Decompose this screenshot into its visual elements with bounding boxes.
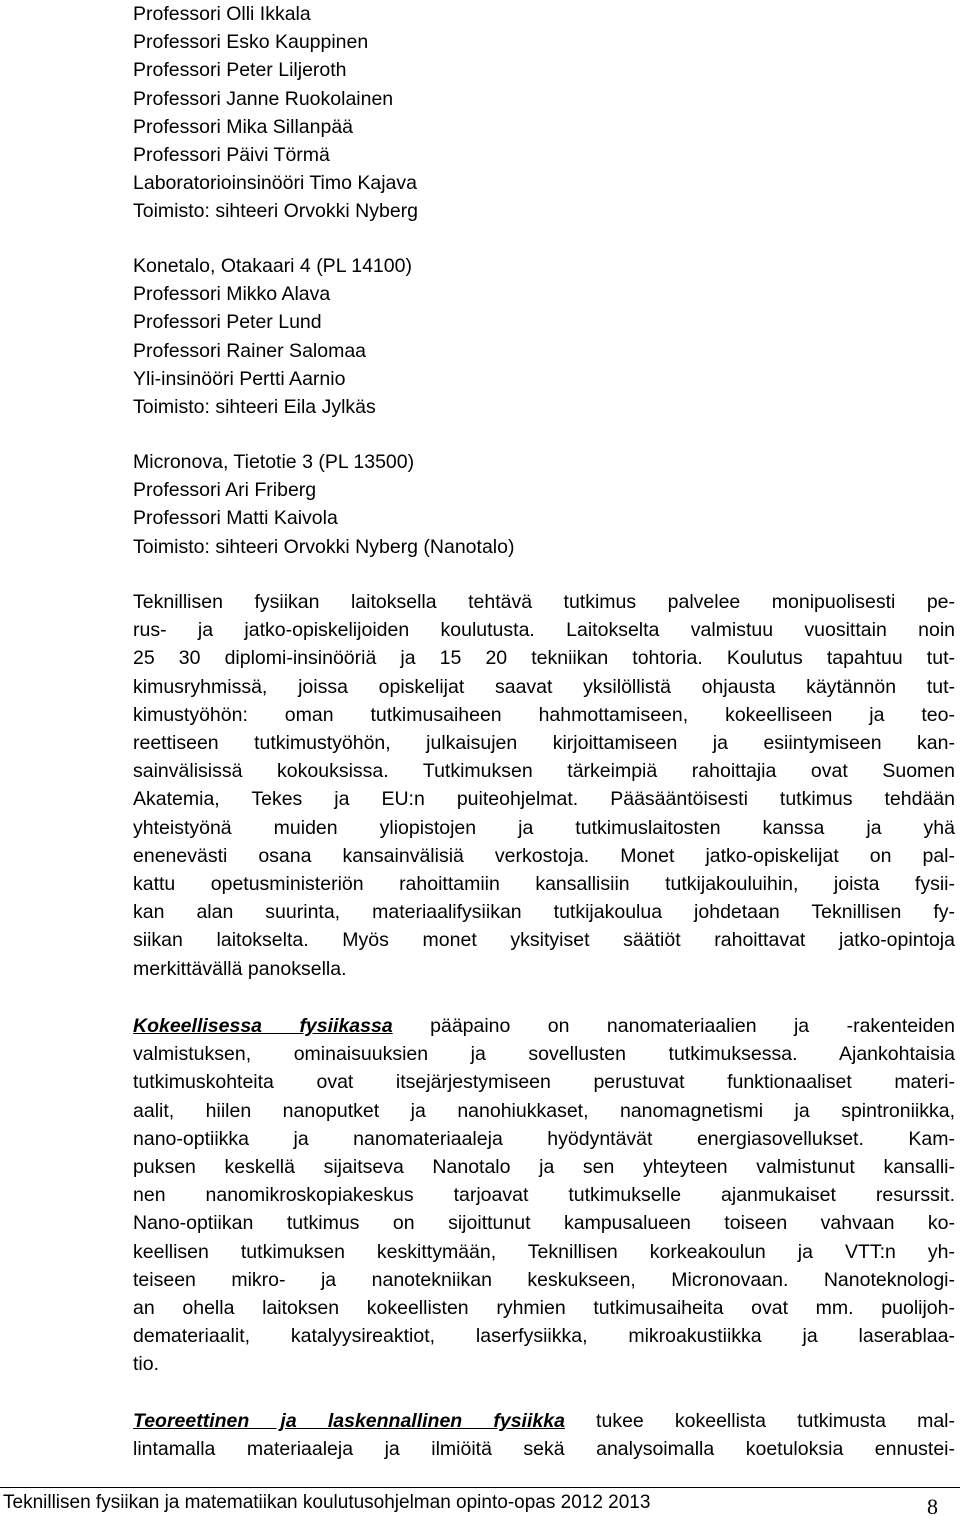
staff-line: Professori Ari Friberg [133,479,317,502]
paragraph-line: lintamalla materiaaleja ja ilmiöitä sekä analysoimalla koetuloksia ennustei- [133,1438,955,1461]
paragraph-first-line [133,1407,955,1435]
paragraph-line: enenevästi osana kansainvälisiä verkostoja. Monet jatko-opiskelijat on pal- [133,844,955,867]
paragraph-line: valmistuksen, ominaisuuksien ja sovellusten tutkimuksessa. Ajankohtaisia [133,1043,955,1066]
staff-line: Laboratorioinsinööri Timo Kajava [133,172,417,195]
staff-line: Toimisto: sihteeri Orvokki Nyberg [133,200,418,223]
paragraph-line: kattu opetusministeriön rahoittamiin kansallisiin tutkijakouluihin, joista fysii- [133,873,955,896]
paragraph-line: nano-optiikka ja nanomateriaaleja hyödyntävät energiasovellukset. Kam- [133,1127,955,1150]
paragraph-line: kimustyöhön: oman tutkimusaiheen hahmottamiseen, kokeelliseen ja teo- [133,703,955,726]
staff-line: Professori Rainer Salomaa [133,339,367,362]
paragraph-line: rus- ja jatko-opiskelijoiden koulutusta. Laitokselta valmistuu vuosittain noin [133,619,955,642]
paragraph-line: tutkimuskohteita ovat itsejärjestymiseen perustuvat funktionaaliset materi- [133,1071,955,1094]
paragraph-line-rest: tukee kokeellista tutkimusta mal- [564,1410,955,1432]
intro-paragraph [133,588,955,983]
paragraph-line: nen nanomikroskopiakeskus tarjoavat tutkimukselle ajanmukaiset resurssit. [133,1184,955,1207]
paragraph-line: sainvälisissä kokouksissa. Tutkimuksen tärkeimpiä rahoittajia ovat Suomen [133,760,955,783]
staff-line: Toimisto: sihteeri Orvokki Nyberg (Nanotalo) [133,535,515,558]
location-heading: Micronova, Tietotie 3 (PL 13500) [133,451,415,473]
experimental-physics-paragraph [133,1012,955,1379]
location-heading: Konetalo, Otakaari 4 (PL 14100) [133,255,412,277]
staff-list-2 [133,252,955,421]
staff-line: Professori Matti Kaivola [133,507,338,530]
paragraph-line: demateriaalit, katalyysireaktiot, laserfysiikka, mikroakustiikka ja laserablaa- [133,1325,955,1348]
staff-line: Toimisto: sihteeri Eila Jylkäs [133,396,376,419]
staff-line: Professori Mikko Alava [133,283,331,306]
paragraph-line: Nano-optiikan tutkimus on sijoittunut kampusalueen toiseen vahvaan ko- [133,1212,955,1235]
paragraph-line: 25 30 diplomi-insinööriä ja 15 20 tekniikan tohtoria. Koulutus tapahtuu tut- [133,647,955,670]
paragraph-line: teiseen mikro- ja nanotekniikan keskukseen, Micronovaan. Nanoteknologi- [133,1268,955,1291]
staff-line: Professori Päivi Törmä [133,144,330,167]
paragraph-line: keellisen tutkimuksen keskittymään, Teknillisen korkeakoulun ja VTT:n yh- [133,1240,955,1263]
staff-line: Professori Janne Ruokolainen [133,87,394,110]
paragraph-line: Teknillisen fysiikan laitoksella tehtävä tutkimus palvelee monipuolisesti pe- [133,591,955,613]
paragraph-line: yhteistyönä muiden yliopistojen ja tutkimuslaitosten kanssa ja yhä [133,816,955,839]
staff-line: Professori Olli Ikkala [133,3,311,25]
footer-title: Teknillisen fysiikan ja matematiikan koulutusohjelman opinto-opas 2012 2013 [3,1492,651,1513]
paragraph-line: reettiseen tutkimustyöhön, julkaisujen kirjoittamiseen ja esiintymiseen kan- [133,732,955,755]
footer-divider [0,1487,960,1488]
page-number: 8 [927,1494,938,1519]
staff-list-1 [133,0,955,226]
paragraph-line: kimusryhmissä, joissa opiskelijat saavat yksilöllistä ohjausta käytännön tut- [133,675,955,698]
paragraph-line-rest: pääpaino on nanomateriaalien ja -rakenteiden [392,1015,955,1037]
staff-line: Professori Mika Sillanpää [133,115,354,138]
paragraph-line: kan alan suurinta, materiaalifysiikan tutkijakoulua johdetaan Teknillisen fy- [133,901,955,924]
staff-line: Professori Esko Kauppinen [133,31,369,54]
experimental-physics-term: Kokeellisessa fysiikassa [133,1015,393,1037]
paragraph-line: Akatemia, Tekes ja EU:n puiteohjelmat. Pääsääntöisesti tutkimus tehdään [133,788,955,811]
paragraph-line: aalit, hiilen nanoputket ja nanohiukkaset, nanomagnetismi ja spintroniikka, [133,1099,955,1122]
theoretical-physics-term: Teoreettinen ja laskennallinen fysiikka [133,1410,565,1432]
paragraph-line: tio. [133,1353,160,1376]
staff-line: Yli-insinööri Pertti Aarnio [133,367,346,390]
staff-line: Professori Peter Lund [133,311,322,334]
paragraph-line: an ohella laitoksen kokeellisten ryhmien tutkimusaiheita ovat mm. puolijoh- [133,1297,955,1320]
paragraph-line: puksen keskellä sijaitseva Nanotalo ja sen yhteyteen valmistunut kansalli- [133,1156,955,1179]
theoretical-physics-paragraph [133,1407,955,1463]
paragraph-first-line [133,1012,955,1040]
staff-list-3 [133,448,955,561]
staff-line: Professori Peter Liljeroth [133,59,347,82]
paragraph-line: siikan laitokselta. Myös monet yksityiset säätiöt rahoittavat jatko-opintoja [133,929,955,952]
paragraph-line: merkittävällä panoksella. [133,957,347,980]
